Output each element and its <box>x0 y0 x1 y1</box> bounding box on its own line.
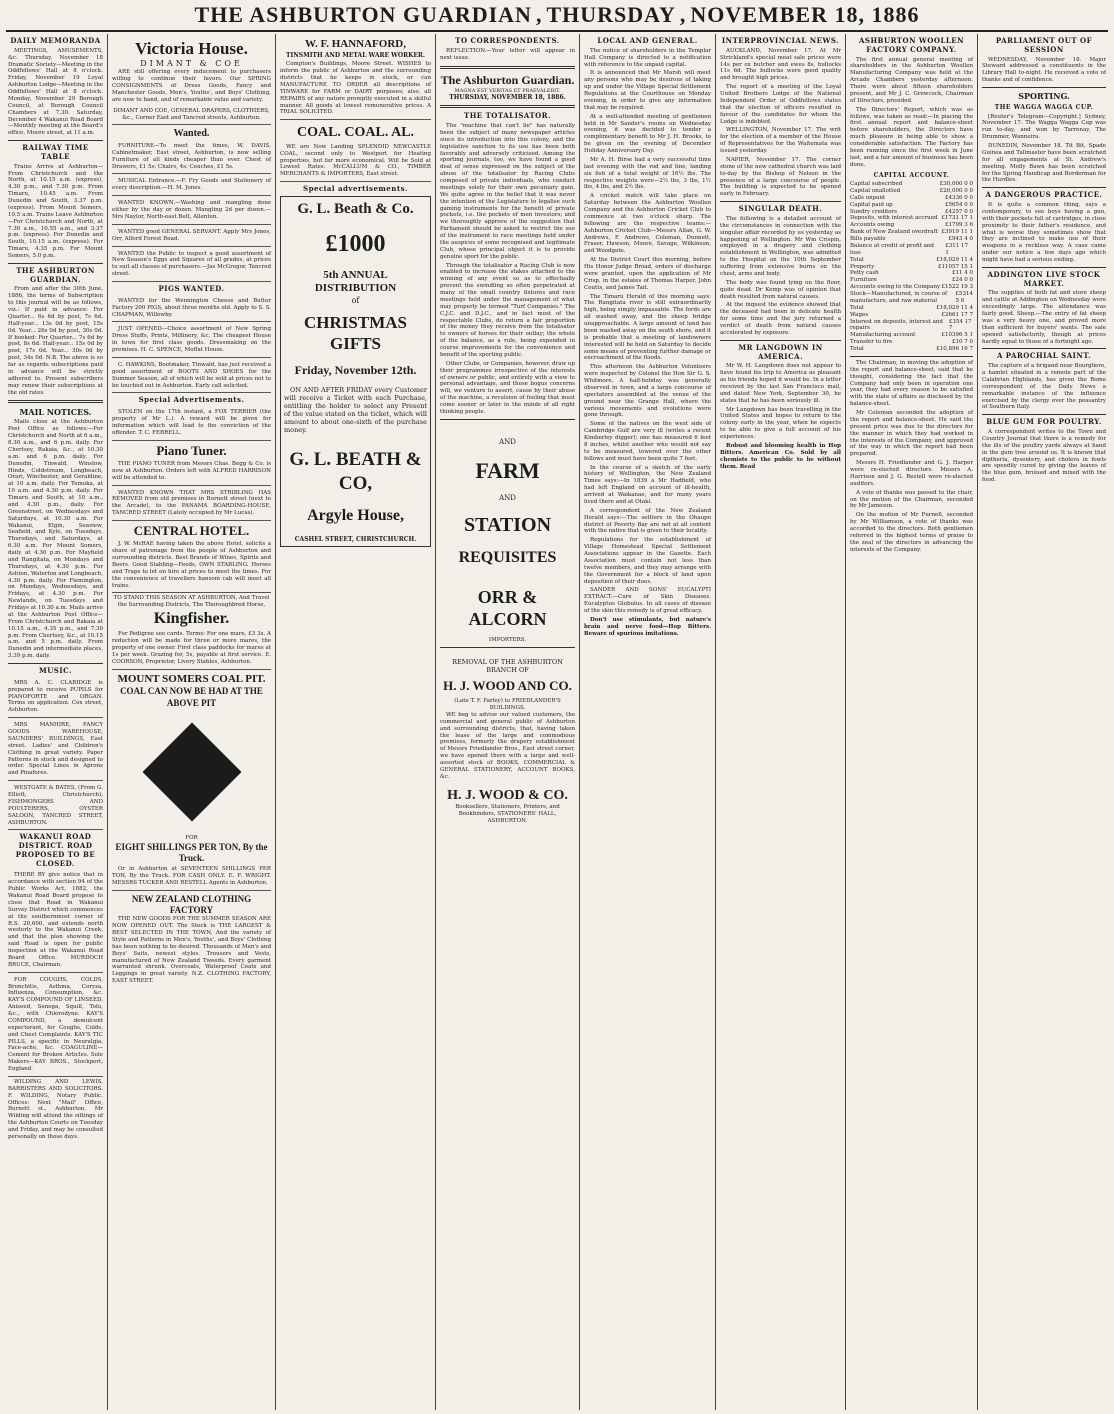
and-2: AND <box>499 494 516 502</box>
beath-name: G. L. Beath & Co. <box>297 200 414 217</box>
column-8 <box>978 34 1110 1410</box>
hannaford-sub: TINSMITH AND METAL WARE WORKER. <box>286 51 425 59</box>
piano-ad: THE PIANO TUNER from Messrs Chas. Begg & Co. is now at Ashburton. Orders left with ALFRED HARRISON will be attended to. <box>112 459 271 486</box>
wood-sub: (Late T. F. Farley) to FRIEDLANDER'S BUILDINGS. <box>454 698 561 711</box>
column-6 <box>716 34 846 1410</box>
kingfisher-ad: For Pedigree see cards. Terms: For one mare, £3 3s. A reduction will be made for three or more mares, the property of one owner. First class paddocks for mares at 1s per week. Grazing for, 5s, payable at first service. E. COORSON, Proprietor, Livery Stables, Ashburton. <box>112 629 271 669</box>
ledger-row <box>850 181 973 188</box>
closing-line: Robust and blooming health in Hop Bitters. American Co. Sold by all chemists to the public to be without them. Read <box>720 442 841 470</box>
news-paragraph: Mr Langdown has been travelling in the United States and hopes to return to the colony early in the year, when he expects to be able to give a full account of his experiences. <box>720 406 841 440</box>
ledger-row <box>850 257 973 264</box>
ledger-item: Capital unallotted <box>850 187 901 194</box>
singular-death-heading: SINGULAR DEATH. <box>738 204 823 214</box>
capital-account-heading: CAPITAL ACCOUNT. <box>873 171 950 179</box>
mccallum-ad: WE are Now Landing SPLENDID NEWCASTLE COAL, second only to Westport for Heating properties, but far more economical. Will be Sold at Lowest Rates. McCALLUM & CO., TIMBER MERCHANTS & IMPORTERS, East street. <box>280 142 431 182</box>
wood-sign: H. J. WOOD & CO. <box>447 787 568 803</box>
coal-price: EIGHT SHILLINGS PER TON, By the Truck. <box>115 841 268 863</box>
nz-clothing-heading: NEW ZEALAND CLOTHING FACTORY <box>131 893 252 915</box>
orr-alcorn-sub: IMPORTERS. <box>488 636 527 643</box>
ledger-row <box>850 332 973 339</box>
column-4 <box>436 34 580 1410</box>
stolen-ad: STOLEN on the 17th instant, a FOX TERRIER (the property of Mr L.). A reward will be given for information which will lead to the conviction of the offender. T. C. FERRELL. <box>112 407 271 441</box>
wagga-heading: THE WAGGA WAGGA CUP. <box>994 104 1094 111</box>
news-paragraph: At the inquest the evidence showed that the deceased had been in delicate health for some time and the jury returned a verdict of death from natural causes accelerated by exposure. <box>720 302 841 336</box>
local-general-heading: LOCAL AND GENERAL. <box>597 36 698 45</box>
ledger-row <box>850 209 973 216</box>
news-paragraph: The body was found lying on the floor, quite dead. Dr Kemp was of opinion that death resulted from natural causes. <box>720 279 841 300</box>
requisites-heading: REQUISITES <box>458 548 557 566</box>
wood-text: WE beg to advise our valued customers, the commercial and general public of Ashburton and surrounding districts, that, having taken the lease of the large and commodious premises, formerly the drapery establishment of Messrs Friedlander Bros., East street corner, we have opened there with a large and well-assorted stock of BOOKS, COMMERCIAL & GENERAL STATIONERY, ACCOUNT BOOKS, &c. <box>440 711 575 780</box>
ledger-amount: £1799 3 6 <box>945 222 973 229</box>
news-paragraph: The first annual general meeting of shareholders in the Ashburton Woollen Manufacturing Company was held at the Arcade Chambers yesterday afternoon. There were about fifteen shareholders present, and Mr J. C. Grewcock, Chairman of Directors, presided. <box>850 56 973 104</box>
music-heading: MUSIC. <box>38 666 73 675</box>
coughs-ad: FOR COUGHS, COLDS, Bronchitis, Asthma, Coryza, Influenza, Consumption, &c. KAY'S COMPOUND OF LINSEED, Aniseed, Senega, Squill, Tolu, &c., with Chlorodyne. KAY'S COMPOUND, a demulcent expectorant, for Coughs, Colds, and Chest Complaints. KAY'S TIC PILLS, a specific in Neuralgia, Face-ache, &c. COAGULINE—Cement for Broken Articles. Sole Makers—KAY BROS., Stockport, England. <box>8 975 103 1077</box>
saint-heading: A PAROCHIAL SAINT. <box>996 351 1092 361</box>
diamond-ornament <box>142 722 241 821</box>
pigs-ad: WANTED for the Wennington Cheese and Butter Factory 200 PIGS, about three months old. Apply to S. S. CHAPMAN, Willowby. <box>112 296 271 323</box>
ledger-item: Accounts owing <box>850 222 895 229</box>
closing-line: Don't use stimulants, but nature's brain and nerve food—Hop Bitters. Beware of spurious imitations. <box>584 616 711 637</box>
ledger-item: Calls unpaid <box>850 194 885 201</box>
interprovincial-heading: INTERPROVINCIAL NEWS. <box>721 36 840 45</box>
totalisator-heading: THE TOTALISATOR. <box>463 111 552 121</box>
ledger-amount: £11 4 0 <box>952 270 973 277</box>
column-1 <box>4 34 108 1410</box>
beath2-house: Argyle House, <box>307 506 404 524</box>
correspondents-text: REFLECTION.—Your letter will appear in next issue. <box>440 47 575 61</box>
victoria-house-text: ARE still offering every inducement to purchasers willing to continue their favors. Our SPRING CONSIGNMENTS of Dress Goods, Fancy and Manchester Goods, Men's, Youths', and Boys' Clothing, are now to hand, and of remarkable value and variety. <box>112 69 271 103</box>
ledger-row <box>850 305 973 312</box>
ledger-row <box>850 270 973 277</box>
wanted-ad: WANTED good GENERAL SERVANT. Apply Mrs Jones, Orr, Alford Forest Road. <box>112 227 271 247</box>
column-2 <box>108 34 276 1410</box>
wanted-ad: MUSICAL Entrance.—F. Fry Goods and Stationery of every description.—H. M. Jones. <box>112 176 271 196</box>
ledger-item: Bank of New Zealand overdraft <box>850 229 938 236</box>
ledger-amount: £11057 15 1 <box>938 263 973 270</box>
sporting-heading: SPORTING. <box>1018 91 1070 101</box>
news-paragraph: Regulations for the establishment of Village Homestead Special Settlement Associations appear in the Gazette. Each Association must contain not less than twelve members, and they may arrange with the Government for a block of land upon deposition of their dues. <box>584 537 711 585</box>
masthead: THE ASHBURTON GUARDIAN , THURSDAY , NOVEMBER 18, 1886 <box>6 0 1108 32</box>
news-paragraph: The Timaru Herald of this morning says: The Rangitata river is still extraordinarily high, being simply impassable. The fords are all washed away, and the sheep bridge unapproachable. A large amount of land has been washed away on the south shore, and it is probable that a meeting of landowners interested will be held on Saturday to decide some means of preventing further damage or encroachment of the floods. <box>584 293 711 362</box>
ledger-row <box>850 291 973 305</box>
ledger-row <box>850 264 973 271</box>
special-advertisements-heading: Special advertisements. <box>303 184 408 194</box>
wood-heading: H. J. WOOD AND CO. <box>443 677 572 693</box>
news-paragraph: On the motion of Mr Purnell, seconded by Mr Williamson, a vote of thanks was accorded to the directors. Both gentlemen referred in the highest terms of praise to the zeal of the directors in advancing the interests of the Company. <box>850 512 973 553</box>
ledger-item: Petty cash <box>850 270 879 277</box>
nz-clothing-ad: THE NEW GOODS FOR THE SUMMER SEASON ARE NOW OPENED OUT. The Stock is THE LARGEST & BEST SELECTED IN THE TOWN, And the variety of Style and Patterns in Men's, Youths', and Boys' Clothing has been nothing to be desired. Thousands of Men's and Boys' Suits, newest styles. Trousers and Vests, manufactured of New Zealand Tweeds. Every garment warranted shrunk. Overcoats, Waterproof Coats and Leggings in great variety. N.Z. CLOTHING FACTORY, EAST STREET. <box>112 916 271 985</box>
ledger-item: Accounts owing to the Company <box>850 284 941 291</box>
news-paragraph: At a well-attended meeting of gentlemen held in Mr Sander's rooms on Wednesday evening, it was decided to tender a complimentary benefit to Mr J. H. Brooks, to be given on the evening of December Holiday Anniversary Day. <box>584 113 711 154</box>
newspaper-title: THE ASHBURTON GUARDIAN <box>194 2 532 27</box>
station-heading: STATION <box>463 513 552 536</box>
ledger-item: Property <box>850 263 875 270</box>
wakanui-notice: THERE BY give notice that in accordance with section 94 of the Public Works Act, 1882, the Wakanui Road Board propose to close that Road in Wakanui Survey District which commences at the southernmost corner of R.S. 20,600, and extends north westerly to the Wakanui Creek, and that the plan showing the said Road is open for public inspection at the Wakanui Road Board Office. MURDOCH BRUCE, Chairman. <box>8 870 103 972</box>
ledger-row <box>850 236 973 243</box>
coal-heading-2: COAL. COAL. AL. <box>296 125 415 141</box>
news-paragraph: The Chairman, in moving the adoption of the report and balance-sheet, said that he thought, considering the fact that the Company had only been in operation one year, they had every reason to be satisfied with the state of affairs as disclosed by the balance-sheet. <box>850 359 973 408</box>
wakanui-heading: WAKANUI ROAD DISTRICT. ROAD PROPOSED TO BE CLOSED. <box>15 832 96 868</box>
railway-heading: RAILWAY TIME TABLE <box>22 143 89 161</box>
beath2-street: CASHEL STREET, CHRISTCHURCH. <box>294 535 417 543</box>
farm-heading: FARM <box>475 457 540 483</box>
ledger-row <box>850 215 973 222</box>
ledger-amount: £5654 0 0 <box>945 201 973 208</box>
ledger-amount: £4257 0 0 <box>945 208 973 215</box>
ledger-amount: £354 17 7 <box>948 318 972 332</box>
blue-gum-heading: BLUE GUM FOR POULTRY. <box>986 417 1102 427</box>
ledger-amount: £943 4 0 <box>948 236 973 242</box>
hannaford-heading: W. F. HANNAFORD, <box>305 38 406 50</box>
stand-text: TO STAND THIS SEASON AT ASHBURTON, And Travel the Surrounding Districts, The Thoroughbred Horse, <box>113 595 270 609</box>
parliament-text: WEDNESDAY, November 18. Major Steward addressed a constituents in the Library Hall to-night. He received a vote of thanks and of confidence. <box>982 56 1106 84</box>
ledger-amount: £24 0 0 <box>952 277 973 284</box>
mail-text: Mails close at the Ashburton Post Office as follows:—For Christchurch and North at 6 a.m., 8.30 a.m., and 6 p.m. daily. For Chertsey, Rakaia, &c., at 10.30 a.m. and 6 p.m. daily. For Dunedin, Tinwald, Winslow, Hinds, Coldstream, Longbeach, Orari, Winchester, and Geraldine, at 10 a.m. daily. For Temuka, at 10 a.m. and 4.30 p.m. daily. For Timaru and South, at 10 a.m., and 4.30 p.m., daily. For Greenstreet, on Wednesdays and Saturdays, at 10.30 a.m. For Wakanui, Elgin, Seaview, Seafield, and Kyle, on Tuesdays, Thursdays, and Saturdays, at 6.30 a.m. For Mount Somers, daily at 4.30 p.m. For Mayfield and Rangitata, on Mondays and Thursdays, at 4.30 p.m. For Ashton, Waterton and Longbeach, 4.30 p.m. daily. For Flemington, on Mondays, Wednesdays, and Fridays, at 4.30 p.m. For Newlands, on Tuesdays and Fridays at 10.30 a.m. Mails arrive at the Ashburton Post Office—From Christchurch and Rakaia at 10.15 a.m., 4.35 p.m., and 7.30 p.m. From Chertsey, &c., at 10.15 a.m. and 5 p.m. daily. From Dunedin and intermediate places, 3.39 p.m. daily. <box>8 419 103 660</box>
victoria-house-heading: Victoria House. <box>135 39 248 58</box>
news-paragraph: The notice of shareholders in the Templar Hall Company is directed to a notification with reference to the unpaid capital. <box>584 47 711 68</box>
news-paragraph: NAPIER, November 17. The corner stone of the new cathedral church was laid to-day by the Bishop of Nelson in the presence of a large concourse of people. The building is expected to be opened early in February. <box>720 156 841 198</box>
ledger-item: Bills payable <box>850 236 886 242</box>
livestock-text: The supplies of both fat and store sheep and cattle at Addington on Wednesday were exceedingly large. The attendance was fairly good. Sheep.—The entry of fat sheep was a very heavy one, and proved more than sufficient for buyers' wants. The sale opened satisfactorily, though at prices hardly equal to those of a fortnight ago. <box>982 290 1106 345</box>
beath-date: Friday, November 12th. <box>294 362 417 377</box>
livestock-heading: ADDINGTON LIVE STOCK MARKET. <box>987 269 1101 288</box>
ledger-item: Total <box>850 304 864 311</box>
ledger-item: Total <box>850 256 864 263</box>
wanted-heading: Wanted. <box>173 128 210 140</box>
beath-gifts: CHRISTMAS GIFTS <box>304 313 407 354</box>
news-paragraph: The following is a detailed account of the circumstances in connection with the singular affair recorded by us yesterday as happening at Wellington. Mr Wm Crispin, employed in a drapery and clothing establishment in Wellington, was admitted to the Hospital on the 10th September suffering from extensive burns on the chest, arms and body. <box>720 215 841 277</box>
orr-alcorn-heading: ORR & ALCORN <box>468 586 547 630</box>
guardian-terms-heading: THE ASHBURTON GUARDIAN. <box>16 265 95 284</box>
wanted-ad: FURNITURE—To meet the times, W. DAVIS, Cabinetmaker, East street, Ashburton, is now selling Furniture of all kinds cheaper than ever. Chest of Drawers, £1 5s; Chairs, 4s; Couches, £1 5s. <box>112 141 271 175</box>
dunedin-text: DUNEDIN, November 18. Tit Bit, Spade Guinea and Tallmaster have been scratched for all engagements at St. Andrew's meeting. Molly Bawn has been scratched for the Spring Handicap and Borderman for the Hurdles. <box>982 143 1106 184</box>
ledger-amount: £5314 5 6 <box>955 291 973 304</box>
woollen-factory-heading: ASHBURTON WOOLLEN FACTORY COMPANY. <box>858 36 965 54</box>
westgate-ad: WESTGATE & BATES, (From G. Elliott, Christchurch), FISHMONGERS AND POULTERERS, OYSTER SALOON, TANCRED STREET, ASHBURTON. <box>8 783 103 830</box>
news-paragraph: Mr A. H. Birse had a very successful time last evening with the rod and line, landing six fish of a total weight of 16½ lbs. The respective weights were—2½ lbs, 3 lbs, 1½ lbs, 4 lbs, and 2½ lbs. <box>584 156 711 191</box>
beath2-name: G. L. BEATH & CO, <box>289 449 422 495</box>
beath-ad <box>280 196 431 548</box>
ledger-row <box>850 243 973 257</box>
special-heading: Special Advertisements. <box>138 395 245 405</box>
news-paragraph: The Directors' Report, which was as follows, was taken as read:—In placing the first annual report and balance-sheet before shareholders, the Directors have much pleasure in being able to show a considerable satisfaction. The Factory has been running since the first week in June last, and a fair amount of business has been done. <box>850 106 973 168</box>
central-hotel-heading: CENTRAL HOTEL. <box>133 523 250 538</box>
ledger-amount: £10,896 16 7 <box>936 346 973 352</box>
news-paragraph: A correspondent of the New Zealand Herald says:—The settlers in the Ohaupo district of Poverty Bay are not at all content with the native that is given to their locality. <box>584 507 711 535</box>
issue-date: NOVEMBER 18, 1886 <box>690 2 920 27</box>
news-paragraph: AUCKLAND, November 17. At Mr Strickland's special meat sale prices were 14s per ox butcher and ewes 8s, bullocks 11s 6d. The bullocks were good quality and brought high prices. <box>720 47 841 82</box>
wagga-text: [Reuter's Telegram—Copyright.] Sydney, November 17. The Wagga Wagga Cup was run to-day, and won by Tarrenay, The Drummer, Wanneira. <box>982 113 1106 141</box>
railway-text: Trains Arrive at Ashburton—From Christchurch and the North, at 10.15 a.m. (express), 4.30 p.m., and 7.30 p.m. From Timaru, 10.45 a.m. From Dunedin and South, 3.37 p.m. (express). From Mount Somers, 10.5 a.m. Trains Leave Ashburton—For Christchurch and North, at 7.30 a.m., 10.55 a.m., and 3.37 p.m. (express). For Dunedin and South, 10.15 a.m. (express). For Timaru, 4.35 p.m. For Mount Somers, 5.0 p.m. <box>8 163 103 259</box>
news-paragraph: This afternoon the Ashburton Volunteers were inspected by Colonel the Hon Sir G. S. Whitmore. A half-holiday was generally observed in town, and a large concourse of spectators assembled at the venue of the ground near the Grange Hall, where the various movements and evolutions were gone through. <box>584 364 711 419</box>
beath-distribution: 5th ANNUAL DISTRIBUTION <box>314 268 397 295</box>
opened-ad: JUST OPENED—Choice assortment of New Spring Dress Stuffs, Prints, Millinery, &c. The cheapest House in town for first class goods. Dressmaking on the premises. H. C. SPENCE, Moffat House. <box>112 324 271 358</box>
guardian-terms-text: From and after the 30th June, 1886, the terms of Subscription to this journal will be as follows, viz.: If paid in advance: For Quarter... 6s 6d by post, 7s 6d. Half-year... 13s 0d by post, 15s 0d. Year... 26s 0d by post, 30s 0d. If booked: For Quarter... 7s 6d by post, 8s 6d. Half-year... 15s 0d by post, 17s 0d. Year... 30s 0d by post, 34s 0d. N.B. The above is so far as regards subscriptions paid in advance will be strictly adhered to. Present subscribers may renew their subscriptions at the old rates. <box>8 286 103 396</box>
news-paragraph: WELLINGTON, November 17. The writ for the election of a member of the House of Representatives for the Waitemata was issued yesterday. <box>720 127 841 154</box>
correspondents-heading: TO CORRESPONDENTS. <box>455 36 560 45</box>
column-7 <box>846 34 978 1410</box>
ledger-row <box>850 284 973 291</box>
beath-amount: £1000 <box>325 230 386 257</box>
wilding-ad: WILDING AND LEWIS, BARRISTERS AND SOLICITORS. F. WILDING, Notary Public. Offices: Next "Mail" Office, Burnett st., Ashburton. Mr Wilding will attend the sittings of the Ashburton Courts on Tuesday and Friday, and may be consulted personally on those days. <box>8 1078 103 1140</box>
page-columns <box>4 34 1110 1410</box>
ledger-row <box>850 229 973 236</box>
ledger-amount: £1731 17 1 <box>941 215 973 222</box>
article-paragraph: Through the totalisator a Racing Club is now enabled to increase the stakes attached to the winning of any event so as to effectually prevent the swindling so often perpetrated at many of the small country fixtures and race meetings held under the management of what may properly be termed "Turf Companies." The C.J.C. and D.J.C., and in fact most of the respectable Clubs, do return a fair proportion of the money they receive from the totalisator to owners of horses for their outlay; the whole of the balance, as a rule, being expended in course improvements for the convenience and benefit of the sporting public. <box>440 262 575 358</box>
memoranda-text: MEETINGS, AMUSEMENTS, &c. Thursday, November 18 Dramatic Society—Meeting in the Oddfellows' Hall at 8 o'clock. Friday, November 19 Loyal Ashburton Lodge—Meeting in the Oddfellows' Hall at 8 o'clock. Monday, November 29 Borough Council, at Borough Council Chambers at 7.30. Saturday, December 4 Wakanui Road Board—Monthly meeting at the Board's office, Moore street, at 11 a.m. <box>8 47 103 137</box>
ledger-amount: £3919 11 1 <box>941 229 973 236</box>
stribling-ad: WANTED KNOWN THAT MRS STRIBLING HAS REMOVED from old premises in Burnett street (next to the Arcade), to the PANAMA BOARDING-HOUSE, TANCRED STREET (Lately occupied by Mr Lucas). <box>112 488 271 522</box>
news-paragraph: A cricket match will take place on Saturday between the Ashburton Woollen Company and the Ashburton Cricket Club to commence at two o'clock sharp. The following are the respective teams:—Ashburton Cricket Club—Messrs Allan, G. W. Andrews, F. Andrews, Coleman, Dunnett, Fraser, Hawson, Moore, Savage, Wilkinson, and Woodgate. <box>584 193 711 255</box>
ledger-item: Wages <box>850 311 869 318</box>
and-1: AND <box>499 437 516 446</box>
ledger-item: Furniture <box>850 277 877 284</box>
column-3 <box>276 34 436 1410</box>
ledger-row <box>850 339 973 346</box>
hawkins-ad: C. HAWKINS, Bootmaker, Tinwald, has just received a good assortment of BOOTS AND SHOES for the Summer Season, all of which will be sold at prices not to be touched out in Ashburton. Early call solicited. <box>112 360 271 394</box>
ledger-amount: £18,029 11 4 <box>936 304 973 311</box>
news-paragraph: Mr Coleman seconded the adoption of the report and balance-sheet. He said the present price was due to the directors for the manner in which they had worked in the interests of the Company, and approved of the way in which the report had been prepared. <box>850 410 973 458</box>
news-paragraph: Messrs H. Friedlander and G. J. Harper were re-elected directors. Messrs A. Harrison and J. G. Restell were re-elected auditors. <box>850 460 973 487</box>
ledger-amount: £20,000 0 0 <box>939 187 973 194</box>
langdown-heading: MR LANGDOWN IN AMERICA. <box>738 342 823 361</box>
news-paragraph: In the course of a sketch of the early history of Wellington, the New Zealand Times says:—In 1839 a Mr Hadfield, who had left England on account of ill-health, arrived at Waikanae, and for many years lived there and at Otaki. <box>584 464 711 505</box>
news-paragraph: The report of a meeting of the Loyal United Brothers Lodge of the National Independent Order of Oddfellows states that the election of officers resulted in favour of the candidates for whom the Lodge is indebted. <box>720 84 841 125</box>
news-paragraph: A vote of thanks was passed to the chair, on the motion of the Chairman, seconded by Mr Jameson. <box>850 489 973 510</box>
memoranda-heading: DAILY MEMORANDA <box>10 36 101 45</box>
article-paragraph: The "machine that can't lie" has naturally been the subject of many newspaper articles since its introduction into this colony, and the legislative sanction to its use has been both favorably and adversely criticised. Among the sporting journals, too, we have found a good deal of sense expressed on the subject of the abuse of the totalisator by Racing Clubs composed of private individuals, who conduct meetings solely for their own pecuniary gain. We quite agree in the belief that it was never the intention of the Legislature to legalise such gaming instruments for the benefit of private pockets, i.e. the pockets of men investors; and we thoroughly approve of the suggestion that Parliament should be asked to restrict the use of the instrument to race meetings held under the auspices of some recognised and legitimate Club, whose principal object it is to provide genuine sport for the public. <box>440 123 575 260</box>
ledger-amount: £2661 17 7 <box>941 311 973 318</box>
ledger-row <box>850 202 973 209</box>
mail-heading: MAIL NOTICES. <box>19 407 92 418</box>
beath-text: ON AND AFTER FRIDAY every Customer will receive a Ticket with each Purchase, entitling the holder to select any Present of the value stated on the ticket, which will amount to about one-sixth of the purchase money. <box>284 385 427 435</box>
hannaford-ad: Compton's Buildings, Moore Street. WISHES to inform the public of Ashburton and the surrounding districts that he keeps in stock, or can MANUFACTURE TO ORDER all descriptions of TINWARE for FARM or DAIRY purposes; also, all REPAIRS of any nature promptly executed in a skilful manner. All goods at lowest remunerative prices. A TRIAL SOLICITED. <box>280 59 431 120</box>
ledger-row <box>850 277 973 284</box>
article-paragraph: Other Clubs, or Companies, however, draw up their programmes irrespective of the interests of owners or public, and entirely with a view to personal advantage, and these bogus concerns will, we venture to assert, cause by their abuse of the machine, a revulsion of feeling that must come sooner or later in the minds of all right thinking people. <box>440 360 575 415</box>
column-5 <box>580 34 716 1410</box>
victoria-house-sign: DIMANT AND COE, GENERAL DRAPERS, CLOTHIERS, &c., Corner East and Tancred streets, Ashburton. <box>112 106 271 126</box>
victoria-house-sub: DIMANT & COE <box>140 59 243 69</box>
manhire-ad: MRS MANHIRE, FANCY GOODS WAREHOUSE, SAUNDERS' BUILDINGS, East street. Ladies' and Children's Clothing in great variety. Paper Patterns in stock and designed to order. Special Lines in Aprons and Pinafores. <box>8 720 103 781</box>
ledger-row <box>850 346 973 353</box>
ledger-item: Deposits, with interest accrued <box>850 215 938 222</box>
ledger-amount: £4336 0 0 <box>945 194 973 201</box>
ledger-item: Interest on deposits, interest and repairs <box>850 318 943 332</box>
news-paragraph: Mr W. H. Langdown does not appear to have found his trip to America as pleasant as his friends hoped it would be. In a letter received by the last San Francisco mail, and dated New York, September 30, he states that he has been seriously ill. <box>720 363 841 404</box>
ledger-row <box>850 188 973 195</box>
news-paragraph: SANDER AND SONS' EUCALYPTI EXTRACT.—Cure of Skin Diseases. Eucalyptus Globulus. In all cases of disease of the skin this remedy is of great efficacy. <box>584 587 711 614</box>
ledger-table <box>850 181 973 353</box>
beath-of: of <box>351 296 360 306</box>
ledger-item: Total <box>850 346 864 352</box>
ledger-amount: £10 7 0 <box>952 339 973 346</box>
danger-heading: A DANGEROUS PRACTICE. <box>985 190 1103 200</box>
issue-day: THURSDAY <box>546 2 676 27</box>
ledger-row <box>850 319 973 333</box>
ledger-item: Sundry creditors <box>850 208 898 215</box>
wood-sign-sub: Booksellers, Stationers, Printers, and Bookbinders, STATIONERS' HALL, ASHBURTON. <box>455 804 560 824</box>
nameplate: The Ashburton Guardian. <box>440 72 575 87</box>
danger-text: It is quite a common thing, says a contemporary, to see boys having a gun, with their pockets full of cartridges, in close proximity to their father's residence, and what is worse they sometimes show that they are inclined to make use of their weapons in a reckless way. A case came under our notice a few days ago which might have had a serious ending. <box>982 202 1106 263</box>
parliament-heading: PARLIAMENT OUT OF SESSION <box>995 36 1093 54</box>
ledger-item: Balance at credit of profit and loss <box>850 242 934 256</box>
news-paragraph: Some of the natives on the west side of Cambridge Gulf are very ill (writes a recent Kimberley digger); one has measured 6 feet 8 inches, whilst another who would not say to be measured, towered over the other fellows and must have been quite 7 feet. <box>584 421 711 462</box>
kingfisher-heading: Kingfisher. <box>153 610 230 628</box>
coal-heading: COAL CAN NOW BE HAD AT THE ABOVE PIT <box>120 686 263 708</box>
ledger-item: Capital paid up <box>850 201 893 208</box>
central-hotel-ad: J. W. McRAE having taken the above Hotel, solicits a share of patronage from the people of Ashburton and surrounding districts. Best Brands of Wines, Spirits and Beers. Good Stabling—Feeds, OWN STABLING. Horses and Traps to let on hire at prices to meet the times. For the convenience of travellers hansom cab will meet all trains. <box>112 539 271 593</box>
ledger-item: Transfer to fire <box>850 339 893 346</box>
news-paragraph: It is announced that Mr Marsh will meet any persons who may be desirous of taking up and under the Village Special Settlement Regulations at the Courthouse on Monday evening, in order to give any information that may be required. <box>584 70 711 111</box>
removal-heading: REMOVAL OF THE ASHBURTON BRANCH OF <box>452 657 563 674</box>
music-ad: MRS A. C. CLARIDGE is prepared to receive PUPILS for PIANOFORTE and ORGAN. Terms on application. Cox street, Ashburton. <box>8 678 103 718</box>
ledger-row <box>850 222 973 229</box>
coal-for: FOR <box>185 834 198 841</box>
ledger-amount: £311 17 1 <box>945 242 969 256</box>
ledger-row <box>850 312 973 319</box>
piano-heading: Piano Tuner. <box>156 442 227 458</box>
dateline: THURSDAY, NOVEMBER 18, 1886. <box>449 93 566 101</box>
news-paragraph: At the District Court this morning, before His Honor Judge Broad, orders of discharge were granted, upon the application of Mr Crisp, in the estates of Thomas Harper, John Coutts, and James Tait. <box>584 257 711 291</box>
wanted-ad: WANTED KNOWN.—Washing and mangling done either by the day or dozen. Mangling 2d per dozen.—Mrs Naylor, North-east Belt, Allenton. <box>112 198 271 225</box>
ledger-amount: £10396 5 1 <box>941 332 973 339</box>
saint-text: The capture of a brigand near Bourgliere, a hamlet situated in a remote part of the Calabrian Highlands, has given the Rome correspondent of the Daily News a remarkable instance of the influence exercised by the clergy over the peasantry of Southern Italy. <box>982 363 1106 411</box>
wanted-ad: WANTED the Public to inspect a good assortment of New Season's Eggs and Squares of all grades, at prices to suit all classes of purchasers.—Jas McGregor, Tancred street. <box>112 249 271 283</box>
mount-somers-heading: MOUNT SOMERS COAL PIT. <box>117 672 266 685</box>
ledger-amount: £30,000 0 0 <box>939 181 973 187</box>
pigs-heading: PIGS WANTED. <box>158 284 225 293</box>
ledger-item: Capital subscribed <box>850 181 903 187</box>
coal-ad: Or in Ashburton at SEVENTEEN SHILLINGS PER TON, By the Truck. FOR CASH ONLY. E. F. WRIGHT. MESSRS TUCKER AND RESTELL Agents in Ashburton. <box>112 864 271 891</box>
ledger-row <box>850 195 973 202</box>
ledger-item: Manufacturing account <box>850 332 916 339</box>
ledger-item: Stock—Manufactured, in course of manufacture, and raw material <box>850 291 948 304</box>
motto: MAGNA EST VERITAS ET PRAEVALEBIT. <box>454 87 561 94</box>
ledger-amount: £18,029 11 4 <box>936 256 973 263</box>
blue-gum-text: A correspondent writes to the Town and Country Journal that there is a remedy for the ills of the poultry yards always at hand in the gum tree around us. It is known that diptheria, dysentery, and cholera in fowls are speedily cured by giving the leaves of the blue gum, bruised and mixed with the food. <box>982 429 1106 484</box>
ledger-amount: £1522 19 3 <box>941 284 973 291</box>
